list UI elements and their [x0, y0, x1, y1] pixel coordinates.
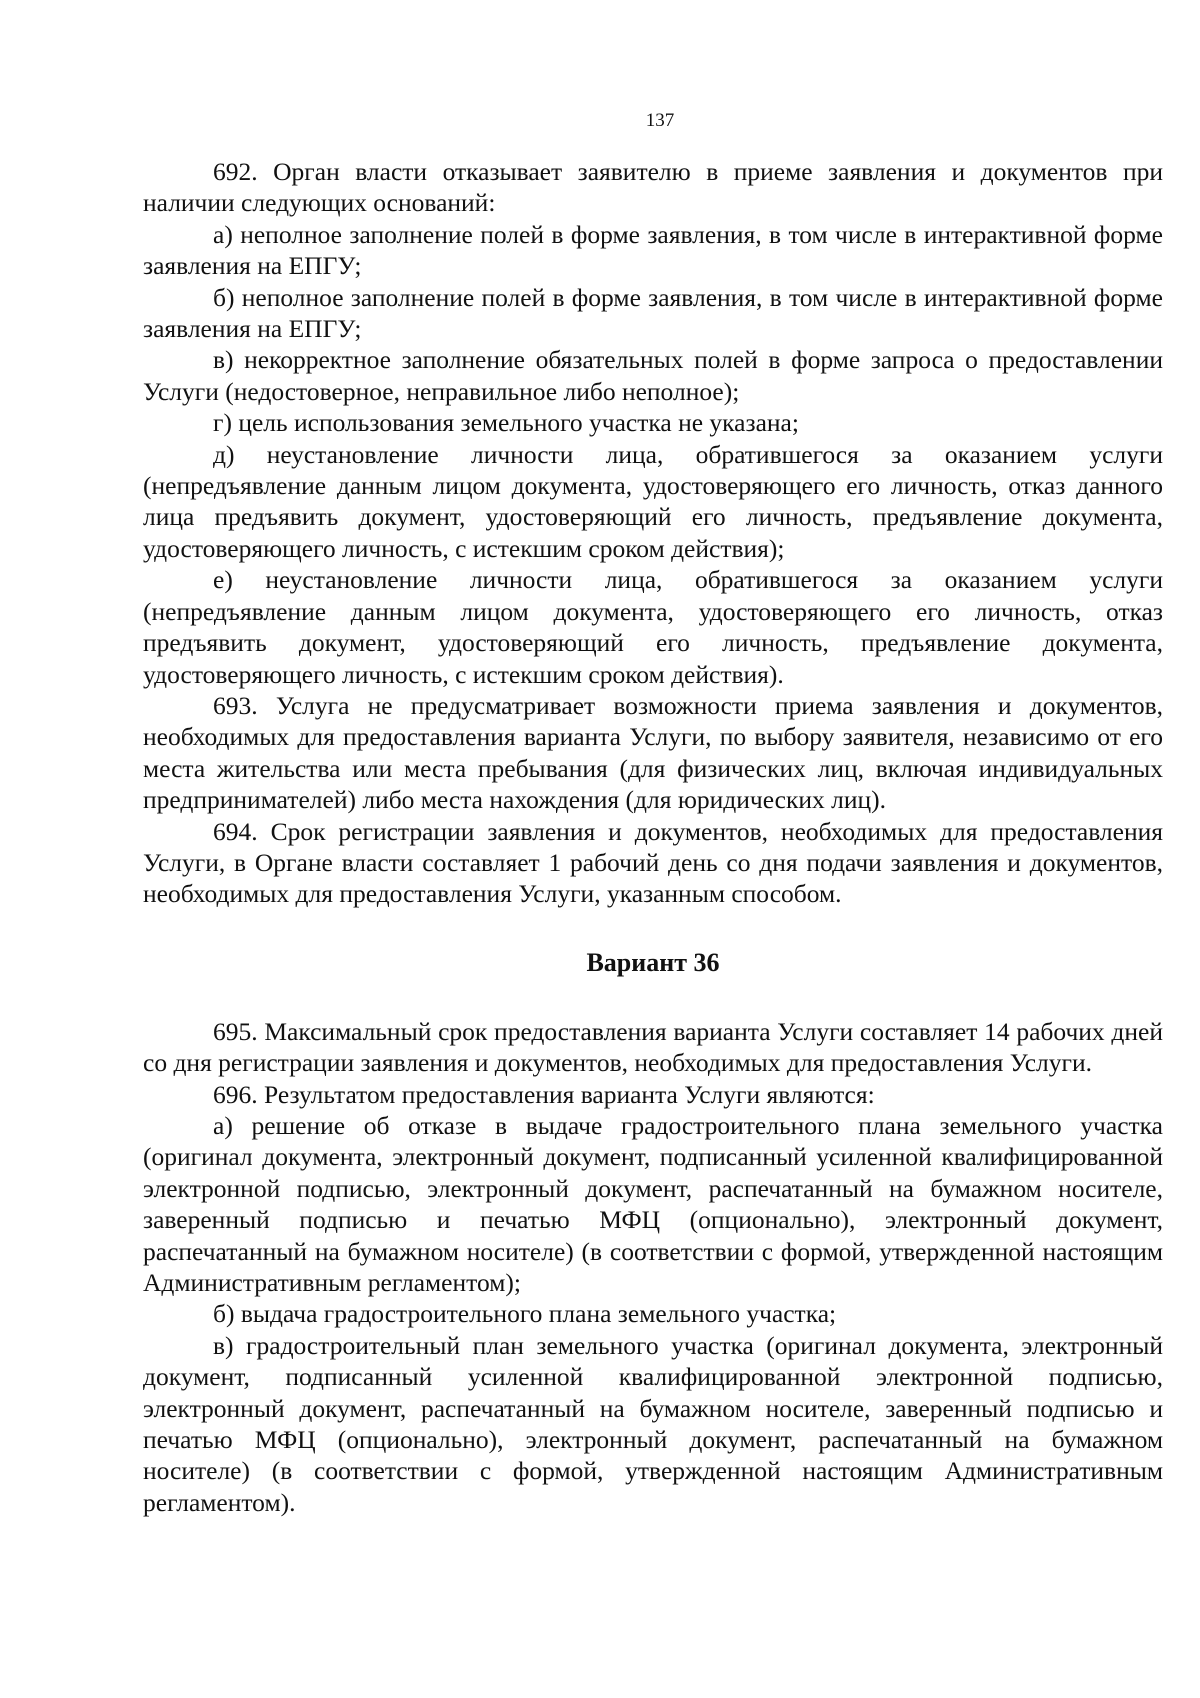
document-body — [143, 156, 1163, 1518]
paragraph-695: 695. Максимальный срок предоставления варианта Услуги составляет 14 рабочих дней со дня регистрации заявления и документов, необходимых для предоставления Услуги. — [143, 1016, 1163, 1078]
paragraph-692-v: в) некорректное заполнение обязательных полей в форме запроса о предоставлении Услуги (недостоверное, неправильное либо неполное); — [143, 345, 1163, 406]
paragraph-692-d: д) неустановление личности лица, обратившегося за оказанием услуги (непредъявление данным лицом документа, удостоверяющего его личность, отказ данного лица предъявить документ, удостоверяющий его личность, предъявление документа, удостоверяющего личность, с истекшим сроком действия); — [143, 439, 1163, 563]
paragraph-692: 692. Орган власти отказывает заявителю в приеме заявления и документов при наличии следующих оснований: — [143, 157, 1163, 218]
paragraph-692-g: г) цель использования земельного участка не указана; — [213, 408, 799, 438]
paragraph-696-b: б) выдача градостроительного плана земельного участка; — [213, 1299, 837, 1329]
page-number: 137 — [645, 110, 675, 131]
paragraph-692-e: е) неустановление личности лица, обратившегося за оказанием услуги (непредъявление данным лицом документа, удостоверяющего его личность, отказ предъявить документ, удостоверяющий его личность, предъявление документа, удостоверяющего личность, с истекшим сроком действия). — [143, 565, 1163, 689]
paragraph-692-a: а) неполное заполнение полей в форме заявления, в том числе в интерактивной форме заявления на ЕПГУ; — [143, 219, 1163, 281]
paragraph-693: 693. Услуга не предусматривает возможности приема заявления и документов, необходимых для предоставления варианта Услуги, по выбору заявителя, независимо от его места жительства или места пребывания (для физических лиц, включая индивидуальных предпринимателей) либо места нахождения (для юридических лиц). — [143, 690, 1163, 815]
paragraph-692-b: б) неполное заполнение полей в форме заявления, в том числе в интерактивной форме заявления на ЕПГУ; — [143, 282, 1163, 344]
paragraph-696: 696. Результатом предоставления варианта Услуги являются: — [213, 1079, 875, 1109]
paragraph-694: 694. Срок регистрации заявления и документов, необходимых для предоставления Услуги, в Органе власти составляет 1 рабочий день со дня подачи заявления и документов, необходимых для предоставления Услуги, указанным способом. — [143, 816, 1163, 909]
paragraph-696-a: а) решение об отказе в выдаче градостроительного плана земельного участка (оригинал документа, электронный документ, подписанный усиленной квалифицированной электронной подписью, электронный документ, распечатанный на бумажном носителе, заверенный подписью и печатью МФЦ (опционально), электронный документ, распечатанный на бумажном носителе) (в соответствии с формой, утвержденной настоящим Административным регламентом); — [143, 1110, 1163, 1297]
section-heading: Вариант 36 — [586, 947, 720, 977]
paragraph-696-v: в) градостроительный план земельного участка (оригинал документа, электронный документ, подписанный усиленной квалифицированной электронной подписью, электронный документ, распечатанный на бумажном носителе, заверенный подписью и печатью МФЦ (опционально), электронный документ, распечатанный на бумажном носителе) (в соответствии с формой, утвержденной настоящим Административным регламентом). — [143, 1330, 1163, 1517]
